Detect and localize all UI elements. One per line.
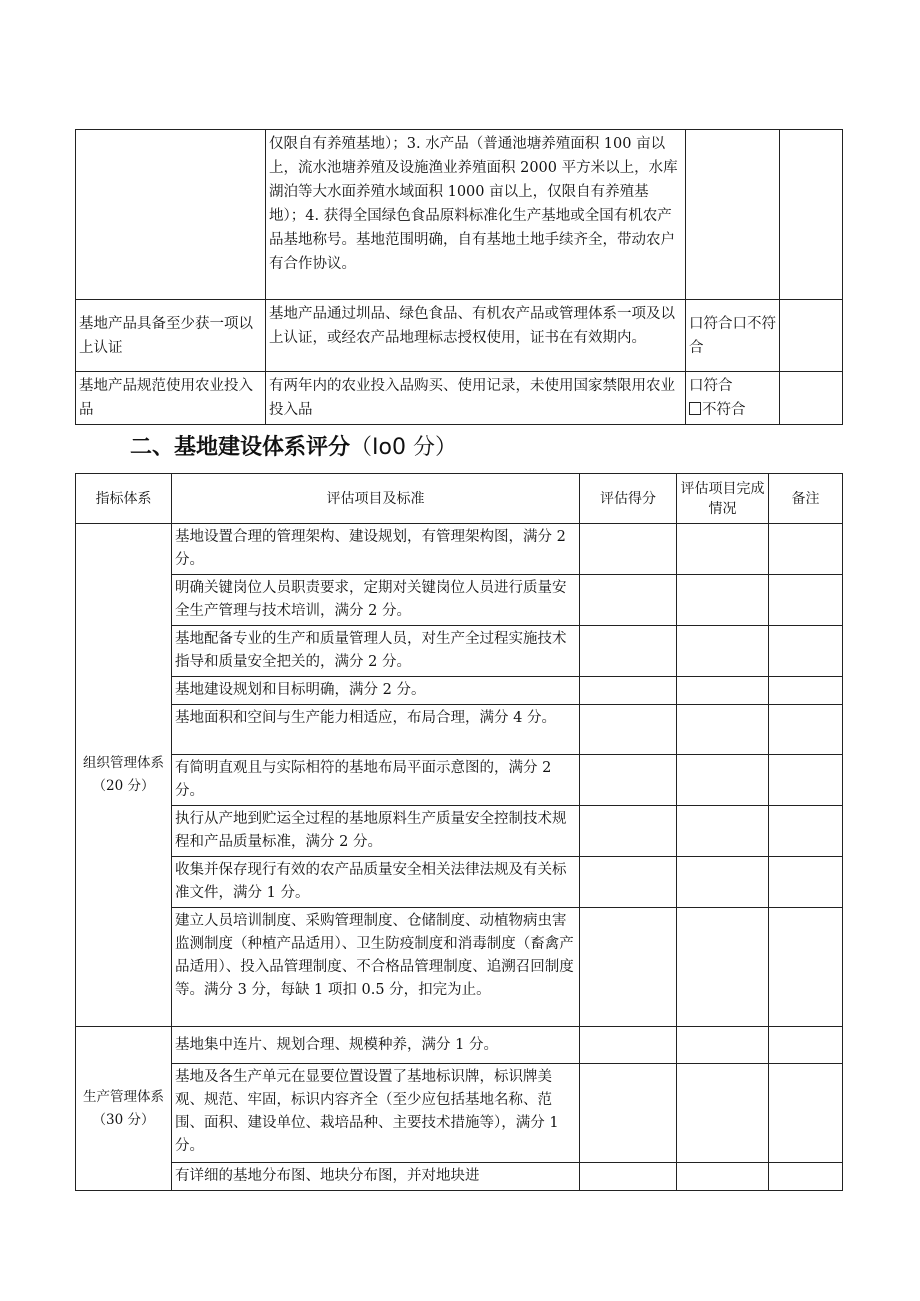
result-cell: 口符合口不符合 bbox=[686, 300, 780, 372]
content-cell: 基地产品通过圳品、绿色食品、有机农产品或管理体系一项及以上认证，或经农产品地理标志授权使用，证书在有效期内。 bbox=[266, 300, 686, 372]
table-row bbox=[76, 524, 843, 575]
table-row bbox=[76, 130, 843, 300]
score-cell bbox=[580, 755, 677, 806]
note-cell bbox=[769, 1163, 843, 1191]
table-row bbox=[76, 908, 843, 1027]
header-note: 备注 bbox=[769, 474, 843, 524]
table-header-row bbox=[76, 474, 843, 524]
item-cell: 有简明直观且与实际相符的基地布局平面示意图的，满分 2 分。 bbox=[172, 755, 580, 806]
score-cell bbox=[580, 908, 677, 1027]
score-cell bbox=[580, 626, 677, 677]
item-cell: 基地建设规划和目标明确，满分 2 分。 bbox=[172, 677, 580, 705]
checkbox-icon bbox=[689, 402, 701, 415]
score-cell bbox=[580, 705, 677, 755]
content-cell: 仅限自有养殖基地）；3. 水产品（普通池塘养殖面积 100 亩以上，流水池塘养殖及设施渔业养殖面积 2000 平方米以上，水库湖泊等大水面养殖水域面积 1000 亩以上，仅限自有养殖基地）；4. 获得全国绿色食品原料标准化生产基地或全国有机农产品基地称号。基地范围明确，自有基地土地手续齐全，带动农户有合作协议。 bbox=[266, 130, 686, 300]
item-cell: 基地及各生产单元在显要位置设置了基地标识牌，标识牌美观、规范、牢固，标识内容齐全（至少应包括基地名称、范围、面积、建设单位、栽培品种、主要技术措施等），满分 1 分。 bbox=[172, 1064, 580, 1163]
status-cell bbox=[677, 575, 769, 626]
result-option-pass: 口符合 bbox=[689, 378, 733, 394]
score-cell bbox=[580, 677, 677, 705]
status-cell bbox=[677, 524, 769, 575]
result-cell bbox=[686, 372, 780, 425]
note-cell bbox=[769, 575, 843, 626]
table-row bbox=[76, 372, 843, 425]
table-scoring bbox=[75, 473, 843, 1191]
score-cell bbox=[580, 857, 677, 908]
status-cell bbox=[677, 677, 769, 705]
table-row bbox=[76, 806, 843, 857]
table-row bbox=[76, 677, 843, 705]
result-option-fail: 不符合 bbox=[689, 398, 776, 422]
status-cell bbox=[677, 1163, 769, 1191]
result-cell bbox=[686, 130, 780, 300]
status-cell bbox=[677, 1027, 769, 1064]
item-cell: 明确关键岗位人员职责要求，定期对关键岗位人员进行质量安全生产管理与技术培训，满分 2 分。 bbox=[172, 575, 580, 626]
item-cell: 有详细的基地分布图、地块分布图，并对地块进 bbox=[172, 1163, 580, 1191]
note-cell bbox=[780, 372, 843, 425]
item-cell: 基地配备专业的生产和质量管理人员，对生产全过程实施技术指导和质量安全把关的，满分 2 分。 bbox=[172, 626, 580, 677]
note-cell bbox=[769, 677, 843, 705]
item-cell: 基地面积和空间与生产能力相适应，布局合理，满分 4 分。 bbox=[172, 705, 580, 755]
note-cell bbox=[769, 857, 843, 908]
score-cell bbox=[580, 806, 677, 857]
table-row bbox=[76, 1027, 843, 1064]
item-cell: 建立人员培训制度、采购管理制度、仓储制度、动植物病虫害监测制度（种植产品适用）、卫生防疫制度和消毒制度（畜禽产品适用）、投入品管理制度、不合格品管理制度、追溯召回制度等。满分 3 分，每缺 1 项扣 0.5 分，扣完为止。 bbox=[172, 908, 580, 1027]
item-cell: 执行从产地到贮运全过程的基地原料生产质量安全控制技术规程和产品质量标准，满分 2 分。 bbox=[172, 806, 580, 857]
table-row bbox=[76, 300, 843, 372]
content-cell: 有两年内的农业投入品购买、使用记录，未使用国家禁限用农业投入品 bbox=[266, 372, 686, 425]
note-cell bbox=[769, 1064, 843, 1163]
item-cell: 基地集中连片、规划合理、规模种养，满分 1 分。 bbox=[172, 1027, 580, 1064]
table-row bbox=[76, 575, 843, 626]
table-row bbox=[76, 857, 843, 908]
table-row bbox=[76, 705, 843, 755]
indicator-cell bbox=[76, 130, 266, 300]
section-title: 二、基地建设体系评分（Io0 分） bbox=[130, 435, 457, 460]
note-cell bbox=[769, 705, 843, 755]
note-cell bbox=[769, 626, 843, 677]
item-cell: 收集并保存现行有效的农产品质量安全相关法律法规及有关标准文件，满分 1 分。 bbox=[172, 857, 580, 908]
note-cell bbox=[769, 755, 843, 806]
note-cell bbox=[769, 806, 843, 857]
score-cell bbox=[580, 1027, 677, 1064]
note-cell bbox=[769, 524, 843, 575]
status-cell bbox=[677, 1064, 769, 1163]
note-cell bbox=[769, 908, 843, 1027]
header-score: 评估得分 bbox=[580, 474, 677, 524]
status-cell bbox=[677, 755, 769, 806]
table-row bbox=[76, 626, 843, 677]
note-cell bbox=[780, 130, 843, 300]
score-cell bbox=[580, 1163, 677, 1191]
group-name-org: 组织管理体系 （20 分） bbox=[76, 524, 172, 1027]
status-cell bbox=[677, 806, 769, 857]
status-cell bbox=[677, 857, 769, 908]
header-status: 评估项目完成情况 bbox=[677, 474, 769, 524]
header-indicator: 指标体系 bbox=[76, 474, 172, 524]
status-cell bbox=[677, 626, 769, 677]
item-cell: 基地设置合理的管理架构、建设规划，有管理架构图，满分 2 分。 bbox=[172, 524, 580, 575]
status-cell bbox=[677, 705, 769, 755]
group-name-production: 生产管理体系 （30 分） bbox=[76, 1027, 172, 1191]
indicator-cell: 基地产品具备至少获一项以上认证 bbox=[76, 300, 266, 372]
header-item: 评估项目及标准 bbox=[172, 474, 580, 524]
indicator-cell: 基地产品规范使用农业投入品 bbox=[76, 372, 266, 425]
table-row bbox=[76, 1064, 843, 1163]
table-row bbox=[76, 755, 843, 806]
score-cell bbox=[580, 1064, 677, 1163]
table-row bbox=[76, 1163, 843, 1191]
status-cell bbox=[677, 908, 769, 1027]
score-cell bbox=[580, 524, 677, 575]
note-cell bbox=[780, 300, 843, 372]
table-eligibility bbox=[75, 129, 843, 425]
note-cell bbox=[769, 1027, 843, 1064]
score-cell bbox=[580, 575, 677, 626]
